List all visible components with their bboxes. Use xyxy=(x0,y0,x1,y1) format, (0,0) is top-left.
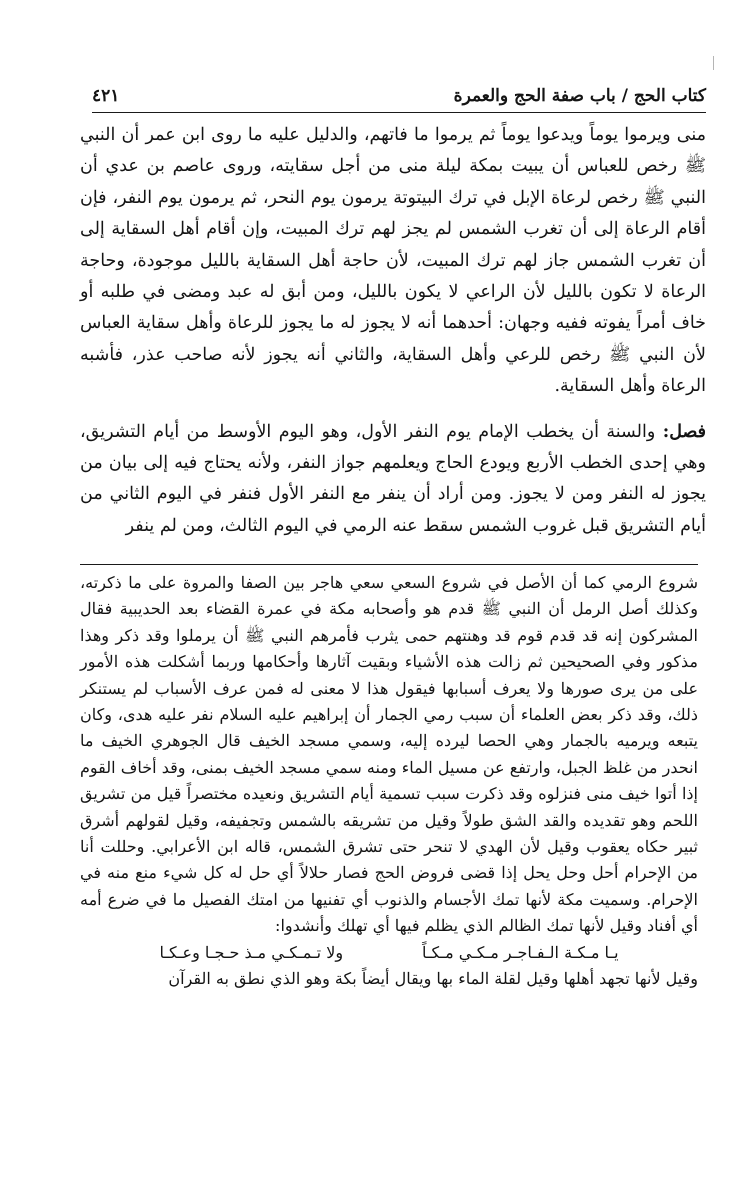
page-header xyxy=(92,76,706,106)
footnote-paragraph: شروع الرمي كما أن الأصل في شروع السعي سعي هاجر بين الصفا والمروة على ما ذكرته، وكذلك أصل الرمل أن النبي ﷺ قدم هو وأصحابه مكة في عمرة القضاء بعد الحديبية فقال المشركون إنه قد قدم قوم قد وهنتهم حمى يثرب فأمرهم النبي ﷺ أن يرملوا وقد ذكر وهذا مذكور وفي الصحيحين ثم زالت هذه الأشياء وبقيت آثارها وأحكامها وربما أشكلت هذه الأمور على من يرى صورها ولا يعرف أسبابها فيقول هذا لا معنى له فمن عرف الأسباب لم يستنكر ذلك، وقد ذكر بعض العلماء أن سبب رمي الجمار أن إبراهيم عليه السلام نفر عليه هدى، وكان يتبعه ويرميه بالجمار وهي الحصا ليرده إليه، وسمي مسجد الخيف قال الجوهري الخيف ما انحدر من غلظ الجبل، وارتفع عن مسيل الماء ومنه سمي مسجد الخيف بمنى، وقد أخاف القوم إذا أتوا خيف منى فنزلوه وقد ذكرت سبب تسمية أيام التشريق ونعيده مختصراً قيل من تشريق اللحم وهو تقديده والقد الشق طولاً وقيل من تشريقه بالشمس وتجفيفه، وقيل لقولهم أشرق ثبير حكاه يعقوب وقيل لأن الهدي لا تنحر حتى تشرق الشمس، قاله ابن الأعرابي. وحللت أنا من الإحرام أحل وحل يحل إذا قضى فروض الحج فصار حلالاً أي حل له كل شيء منع منه في الإحرام. وسميت مكة لأنها تمك الأجسام والذنوب أي تفنيها من امتك الفصيل ما في ضرع أمه أي أفناد وقيل لأنها تمك الظالم الذي يظلم فيها أي تهلك وأنشدوا: xyxy=(80,573,699,936)
running-title: كتاب الحج / باب صفة الحج والعمرة xyxy=(453,86,706,106)
main-text xyxy=(80,120,706,542)
footnotes xyxy=(80,570,698,993)
fasl-paragraph xyxy=(80,417,706,543)
poetry-verse xyxy=(80,940,698,966)
header-rule xyxy=(92,112,706,113)
fasl-label: فصل: xyxy=(662,421,706,442)
main-paragraph-text: منى ويرموا يوماً ويدعوا يوماً ثم يرموا ما فاتهم، والدليل عليه ما روى ابن عمر أن النبي ﷺ رخص للعباس أن يبيت بمكة ليلة منى من أجل سقايته، وروى عاصم بن عدي أن النبي ﷺ رخص لرعاة الإبل في ترك البيتوتة يرمون يوم النحر، ثم يرمون يوم النفر، فإن أقام الرعاة إلى أن تغرب الشمس لم يجز لهم ترك المبيت، وإن أقام أهل السقاية إلى أن تغرب الشمس جاز لهم ترك المبيت، لأن حاجة أهل السقاية بالليل موجودة، وحاجة الرعاة لا تكون بالليل لأن الراعي لا يكون بالليل، ومن أبق له عبد ومضى في طلبه أو خاف أمراً يفوته ففيه وجهان: أحدهما أنه لا يجوز له ما يجوز للرعاة وأهل سقاية العباس لأن النبي ﷺ رخص للرعي وأهل السقاية، والثاني أنه يجوز لأنه صاحب عذر، فأشبه الرعاة وأهل السقاية. xyxy=(80,125,706,397)
verse-first-hemistich: يـا مـكـة الـفـاجـر مـكـي مـكـاً xyxy=(421,942,619,962)
verse-second-hemistich: ولا تـمـكـي مـذ حـجـا وعـكـا xyxy=(159,942,344,962)
fasl-paragraph-text: والسنة أن يخطب الإمام يوم النفر الأول، وهو اليوم الأوسط من أيام التشريق، وهي إحدى الخطب الأربع ويودع الحاج ويعلمهم جواز النفر، ولأنه يحتاج فيه إلى بيان من يجوز له النفر ومن لا يجوز. ومن أراد أن ينفر مع النفر الأول فنفر في اليوم الثاني من أيام التشريق قبل غروب الشمس سقط عنه الرمي في اليوم الثالث، ومن لم ينفر xyxy=(80,421,706,536)
margin-mark xyxy=(713,56,714,70)
footnote-last-line: وقيل لأنها تجهد أهلها وقيل لقلة الماء بها ويقال أيضاً بكة وهو الذي نطق به القرآن xyxy=(168,969,698,989)
main-paragraph xyxy=(80,120,706,403)
footnote-rule xyxy=(80,564,698,565)
page-number: ٤٢١ xyxy=(92,86,120,106)
